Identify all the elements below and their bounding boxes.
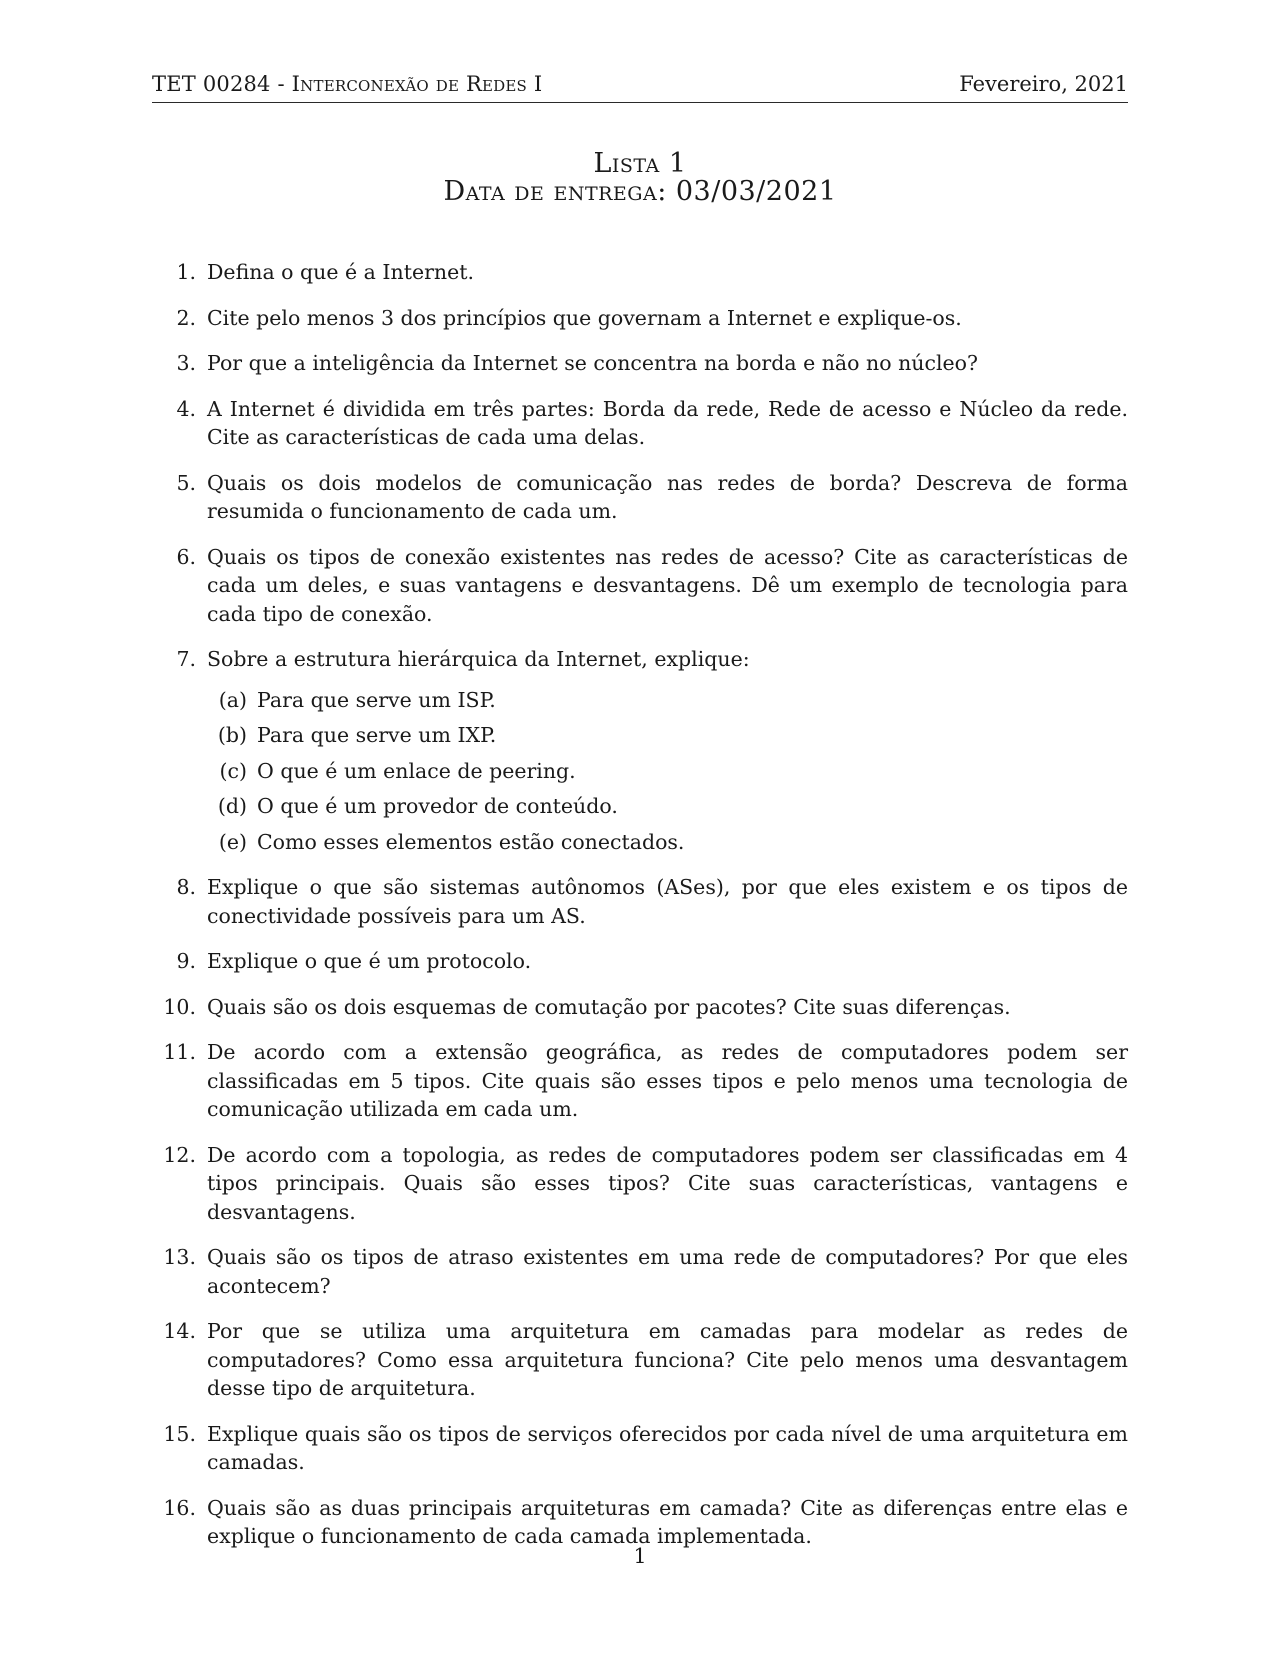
question-number: 13. (163, 1245, 196, 1269)
question-item (152, 349, 1128, 378)
question-item (152, 645, 1128, 856)
course-code: TET 00284 - (152, 72, 292, 96)
question-item (152, 1494, 1128, 1551)
question-text: Quais são as duas principais arquiteturas em camada? Cite as diferenças entre elas e explique o funcionamento de cada camada implementada. (207, 1495, 1128, 1548)
sub-question-item (207, 686, 1128, 715)
question-text: Explique quais são os tipos de serviços oferecidos por cada nível de uma arquitetura em camadas. (207, 1421, 1128, 1474)
question-number: 10. (163, 994, 196, 1019)
question-list (152, 258, 1128, 1568)
question-number: 4. (176, 396, 196, 421)
sub-question-item (207, 828, 1128, 857)
question-item (152, 873, 1128, 930)
document-title: Lista 1 (593, 148, 687, 179)
question-item (152, 1317, 1128, 1403)
sub-question-text: O que é um provedor de conteúdo. (257, 794, 618, 818)
header-date: Fevereiro, 2021 (959, 72, 1128, 96)
question-text: Por que a inteligência da Internet se concentra na borda e não no núcleo? (207, 351, 978, 375)
question-text: Quais os tipos de conexão existentes nas redes de acesso? Cite as características de cada um deles, e suas vantagens e desvantagens. Dê um exemplo de tecnologia para cada tipo de conexão. (207, 544, 1128, 626)
course-title (152, 72, 542, 96)
question-number: 16. (163, 1495, 196, 1520)
question-item (152, 258, 1128, 287)
question-number: 2. (176, 305, 196, 330)
page-number: 1 (633, 1544, 647, 1568)
question-text: A Internet é dividida em três partes: Borda da rede, Rede de acesso e Núcleo da rede. Cite as características de cada uma delas. (207, 396, 1128, 449)
question-text: De acordo com a extensão geográfica, as redes de computadores podem ser classificadas em 5 tipos. Cite quais são esses tipos e pelo menos uma tecnologia de comunicação utilizada em cada um. (207, 1040, 1128, 1121)
sub-question-letter: (e) (218, 829, 247, 854)
question-item (152, 1243, 1128, 1300)
question-number: 9. (176, 949, 196, 973)
question-text: Por que se utiliza uma arquitetura em camadas para modelar as redes de computadores? Como essa arquitetura funciona? Cite pelo menos uma desvantagem desse tipo de arquitetura. (207, 1319, 1128, 1400)
sub-question-text: Como esses elementos estão conectados. (257, 829, 685, 854)
sub-question-letter: (b) (217, 723, 247, 747)
question-number: 7. (176, 647, 196, 671)
sub-question-letter: (a) (218, 687, 247, 712)
sub-question-text: O que é um enlace de peering. (257, 758, 576, 783)
question-item (152, 543, 1128, 629)
question-text: Quais são os dois esquemas de comutação por pacotes? Cite suas diferenças. (207, 994, 1011, 1019)
sub-question-item (207, 721, 1128, 750)
question-item (152, 1420, 1128, 1477)
question-item (152, 993, 1128, 1022)
sub-question-item (207, 792, 1128, 821)
question-item (152, 395, 1128, 452)
due-date: Data de entrega: 03/03/2021 (443, 176, 837, 207)
sub-question-letter: (d) (217, 794, 247, 818)
question-number: 1. (176, 260, 196, 284)
question-number: 5. (176, 470, 196, 495)
question-text: Defina o que é a Internet. (207, 260, 474, 284)
question-text: De acordo com a topologia, as redes de computadores podem ser classificadas em 4 tipos principais. Quais são esses tipos? Cite suas características, vantagens e desvantagens. (207, 1142, 1128, 1224)
question-number: 15. (163, 1421, 196, 1446)
question-number: 8. (176, 875, 196, 899)
question-item (152, 304, 1128, 333)
question-text: Sobre a estrutura hierárquica da Internet, explique: (207, 647, 750, 671)
question-number: 3. (176, 351, 196, 375)
question-number: 12. (163, 1142, 196, 1167)
sub-question-list (207, 686, 1128, 857)
question-item (152, 947, 1128, 976)
question-text: Explique o que são sistemas autônomos (ASes), por que eles existem e os tipos de conectividade possíveis para um AS. (207, 875, 1128, 928)
question-item (152, 469, 1128, 526)
question-item (152, 1141, 1128, 1227)
question-item (152, 1038, 1128, 1124)
question-number: 14. (163, 1319, 196, 1343)
question-number: 6. (176, 544, 196, 569)
question-number: 11. (163, 1040, 196, 1064)
question-text: Cite pelo menos 3 dos princípios que governam a Internet e explique-os. (207, 305, 962, 330)
sub-question-letter: (c) (219, 758, 247, 783)
course-name: Interconexão de Redes I (291, 72, 543, 96)
page-header (152, 72, 1128, 103)
question-text: Quais são os tipos de atraso existentes em uma rede de computadores? Por que eles acontecem? (207, 1245, 1128, 1298)
question-text: Quais os dois modelos de comunicação nas redes de borda? Descreva de forma resumida o funcionamento de cada um. (207, 470, 1128, 523)
sub-question-item (207, 757, 1128, 786)
sub-question-text: Para que serve um IXP. (257, 723, 497, 747)
sub-question-text: Para que serve um ISP. (257, 687, 496, 712)
question-text: Explique o que é um protocolo. (207, 949, 532, 973)
